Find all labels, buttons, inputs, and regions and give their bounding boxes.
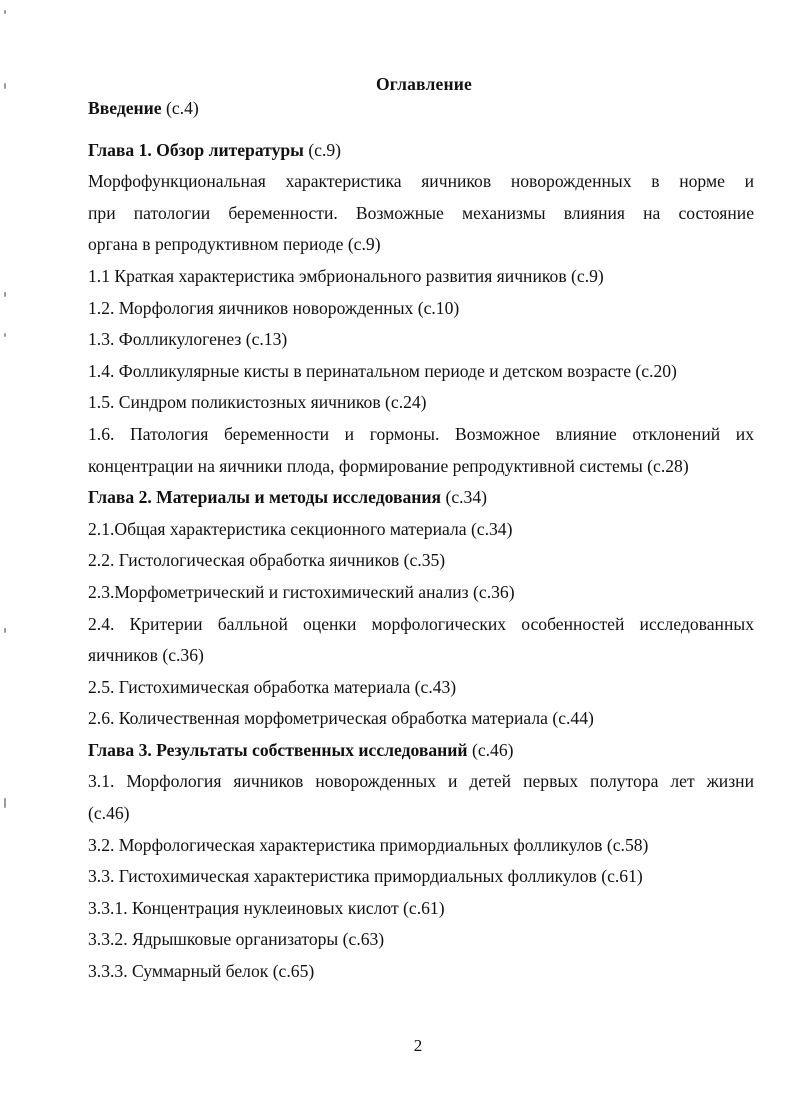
toc-line: 1.1 Краткая характеристика эмбрионального развития яичников (с.9) [88,265,604,286]
toc-line: (с.46) [88,803,130,824]
page-title: Оглавление [376,74,472,94]
toc-page-ref: (с.9) [303,139,342,160]
toc-line: 3.3.2. Ядрышковые организаторы (с.63) [88,929,385,950]
toc-heading: Глава 3. Результаты собственных исследований [88,739,468,760]
toc-heading: Глава 2. Материалы и методы исследования [88,487,442,508]
toc-line: концентрации на яичники плода, формирование репродуктивной системы (с.28) [88,455,689,476]
toc-line: 3.1. Морфология яичников новорожденных и детей первых полутора лет жизни [88,771,754,792]
toc-page-ref: (с.34) [441,487,487,508]
scan-speck [4,628,6,633]
toc-line: органа в репродуктивном периоде (с.9) [88,234,381,255]
toc-line: 2.2. Гистологическая обработка яичников (с.35) [88,550,446,571]
toc-line: 2.1.Общая характеристика секционного материала (с.34) [88,518,513,539]
toc-line: 2.4. Критерии балльной оценки морфологических особенностей исследованных [88,613,754,634]
toc-heading: Введение [88,98,162,118]
toc-line: Морфофункциональная характеристика яичников новорожденных в норме и [88,171,754,192]
toc-line: 1.5. Синдром поликистозных яичников (с.24) [88,392,427,413]
toc-line: при патологии беременности. Возможные механизмы влияния на состояние [88,202,754,223]
toc-line [88,482,754,514]
toc-line: 3.2. Морфологическая характеристика примордиальных фолликулов (с.58) [88,834,649,855]
scan-speck [4,10,6,14]
toc-line: 1.4. Фолликулярные кисты в перинатальном периоде и детском возрасте (с.20) [88,360,677,381]
toc-line: 2.5. Гистохимическая обработка материала (с.43) [88,676,457,697]
toc-line: яичников (с.36) [88,645,204,666]
scan-speck [4,292,6,297]
toc-heading: Глава 1. Обзор литературы [88,139,304,160]
toc-line [88,93,754,125]
table-of-contents [88,93,754,988]
toc-line [88,735,754,767]
toc-line: 2.3.Морфометрический и гистохимический анализ (с.36) [88,581,515,602]
toc-page-ref: (с.4) [161,98,199,118]
toc-line: 1.3. Фолликулогенез (с.13) [88,329,288,350]
scan-speck [4,333,6,337]
toc-line: 1.6. Патология беременности и гормоны. Возможное влияние отклонений их [88,423,754,444]
toc-line: 2.6. Количественная морфометрическая обработка материала (с.44) [88,708,594,729]
toc-line: 1.2. Морфология яичников новорожденных (с.10) [88,297,460,318]
toc-line [88,135,754,167]
toc-line: 3.3.3. Суммарный белок (с.65) [88,961,315,982]
page-number: 2 [413,1036,423,1055]
toc-line: 3.3. Гистохимическая характеристика примордиальных фолликулов (с.61) [88,866,643,887]
scan-speck [4,798,6,808]
toc-page-ref: (с.46) [467,739,514,760]
toc-line: 3.3.1. Концентрация нуклеиновых кислот (с.61) [88,897,445,918]
